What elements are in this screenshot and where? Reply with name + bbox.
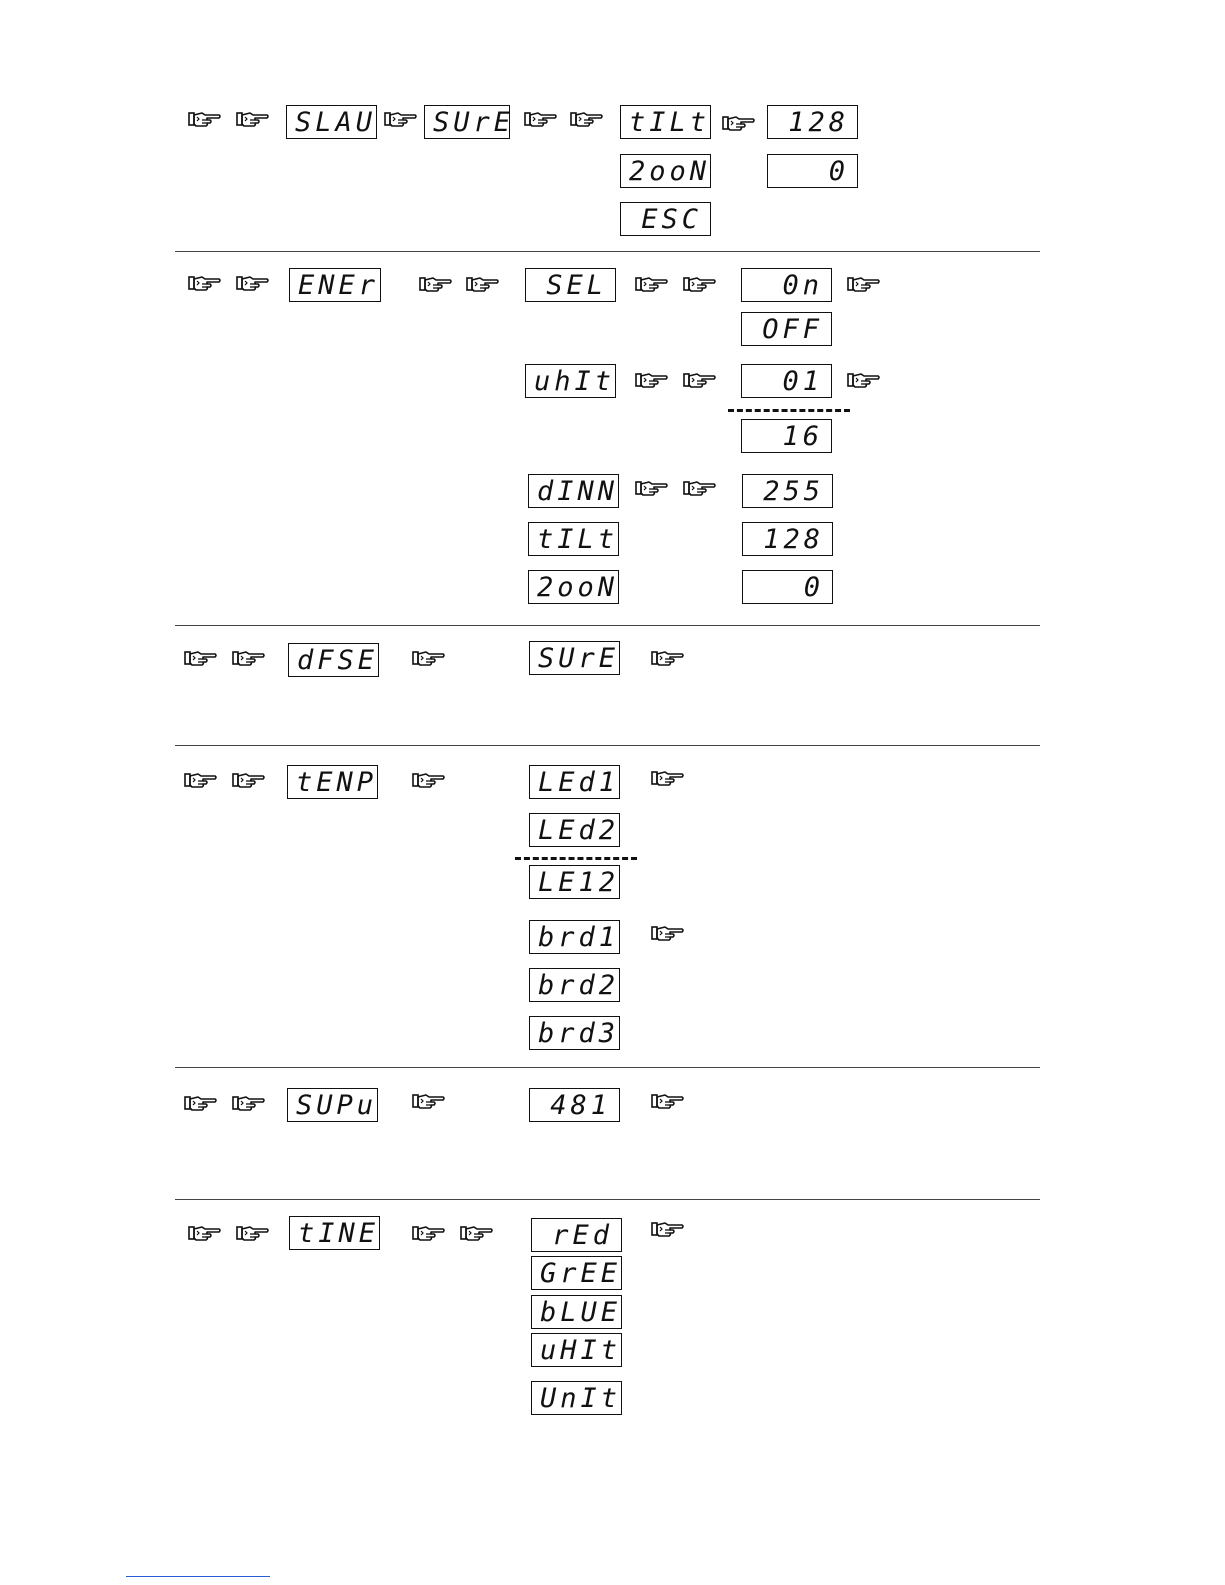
pointing-hand-icon bbox=[722, 112, 756, 134]
pointing-hand-icon bbox=[683, 477, 717, 499]
pointing-hand-icon bbox=[188, 272, 222, 294]
pointing-hand-icon bbox=[683, 273, 717, 295]
pointing-hand-icon bbox=[236, 272, 270, 294]
range-ellipsis-divider bbox=[728, 409, 850, 412]
confirm-display-slave: SUrE bbox=[424, 105, 510, 139]
value-display-dimmer: 255 bbox=[742, 474, 833, 508]
pointing-hand-icon bbox=[847, 369, 881, 391]
option-display-select: SEL bbox=[525, 268, 616, 302]
option-display-green: GrEE bbox=[531, 1256, 622, 1290]
option-display-unit: UnIt bbox=[531, 1381, 622, 1415]
option-display-red: rEd bbox=[531, 1218, 622, 1252]
pointing-hand-icon bbox=[635, 273, 669, 295]
option-display-blue: bLUE bbox=[531, 1295, 622, 1329]
section-divider bbox=[175, 1199, 1040, 1200]
pointing-hand-icon bbox=[524, 108, 558, 130]
range-ellipsis-divider bbox=[515, 857, 637, 860]
pointing-hand-icon bbox=[683, 369, 717, 391]
pointing-hand-icon bbox=[412, 647, 446, 669]
pointing-hand-icon bbox=[635, 369, 669, 391]
value-display-on: 0n bbox=[741, 268, 832, 302]
pointing-hand-icon bbox=[570, 108, 604, 130]
pointing-hand-icon bbox=[847, 273, 881, 295]
option-display-board3: brd3 bbox=[529, 1016, 620, 1050]
option-display-led12: LE12 bbox=[529, 865, 620, 899]
pointing-hand-icon bbox=[651, 767, 685, 789]
section-divider bbox=[175, 745, 1040, 746]
value-display-supply: 481 bbox=[529, 1088, 620, 1122]
pointing-hand-icon bbox=[635, 477, 669, 499]
value-display-zoom: 0 bbox=[767, 154, 858, 188]
option-display-led2: LEd2 bbox=[529, 813, 620, 847]
option-display-tilt: tILt bbox=[620, 105, 711, 139]
pointing-hand-icon bbox=[236, 1222, 270, 1244]
menu-display-default: dFSE bbox=[288, 643, 379, 677]
pointing-hand-icon bbox=[412, 1222, 446, 1244]
option-display-zoom: 2ooN bbox=[528, 570, 619, 604]
option-display-led1: LEd1 bbox=[529, 765, 620, 799]
section-divider bbox=[175, 625, 1040, 626]
footer-link-underline bbox=[126, 1576, 270, 1577]
section-divider bbox=[175, 251, 1040, 252]
menu-display-energy: ENEr bbox=[289, 268, 381, 302]
value-display-white-min: 01 bbox=[741, 364, 832, 398]
pointing-hand-icon bbox=[384, 108, 418, 130]
option-display-dimmer: dINN bbox=[528, 474, 619, 508]
value-display-zoom: 0 bbox=[742, 570, 833, 604]
pointing-hand-icon bbox=[184, 769, 218, 791]
pointing-hand-icon bbox=[651, 1090, 685, 1112]
pointing-hand-icon bbox=[651, 647, 685, 669]
menu-display-supply: SUPu bbox=[287, 1088, 378, 1122]
value-display-off: OFF bbox=[741, 312, 832, 346]
pointing-hand-icon bbox=[412, 1090, 446, 1112]
pointing-hand-icon bbox=[412, 769, 446, 791]
option-display-white: uhIt bbox=[525, 364, 616, 398]
value-display-tilt: 128 bbox=[767, 105, 858, 139]
option-display-escape: ESC bbox=[620, 202, 711, 236]
pointing-hand-icon bbox=[184, 1092, 218, 1114]
pointing-hand-icon bbox=[188, 108, 222, 130]
pointing-hand-icon bbox=[188, 1222, 222, 1244]
pointing-hand-icon bbox=[184, 647, 218, 669]
pointing-hand-icon bbox=[460, 1222, 494, 1244]
pointing-hand-icon bbox=[232, 647, 266, 669]
pointing-hand-icon bbox=[236, 108, 270, 130]
value-display-tilt: 128 bbox=[742, 522, 833, 556]
option-display-zoom: 2ooN bbox=[620, 154, 711, 188]
menu-display-time: tINE bbox=[289, 1216, 380, 1250]
option-display-board1: brd1 bbox=[529, 920, 620, 954]
section-divider bbox=[175, 1067, 1040, 1068]
pointing-hand-icon bbox=[466, 273, 500, 295]
option-display-tilt: tILt bbox=[528, 522, 619, 556]
pointing-hand-icon bbox=[651, 1218, 685, 1240]
pointing-hand-icon bbox=[651, 922, 685, 944]
confirm-display-default: SUrE bbox=[529, 641, 620, 675]
value-display-white-max: 16 bbox=[741, 419, 832, 453]
option-display-board2: brd2 bbox=[529, 968, 620, 1002]
option-display-white: uHIt bbox=[531, 1333, 622, 1367]
pointing-hand-icon bbox=[232, 1092, 266, 1114]
menu-display-slave: SLAU bbox=[286, 105, 377, 139]
menu-display-temperature: tENP bbox=[287, 765, 378, 799]
pointing-hand-icon bbox=[419, 273, 453, 295]
pointing-hand-icon bbox=[232, 769, 266, 791]
